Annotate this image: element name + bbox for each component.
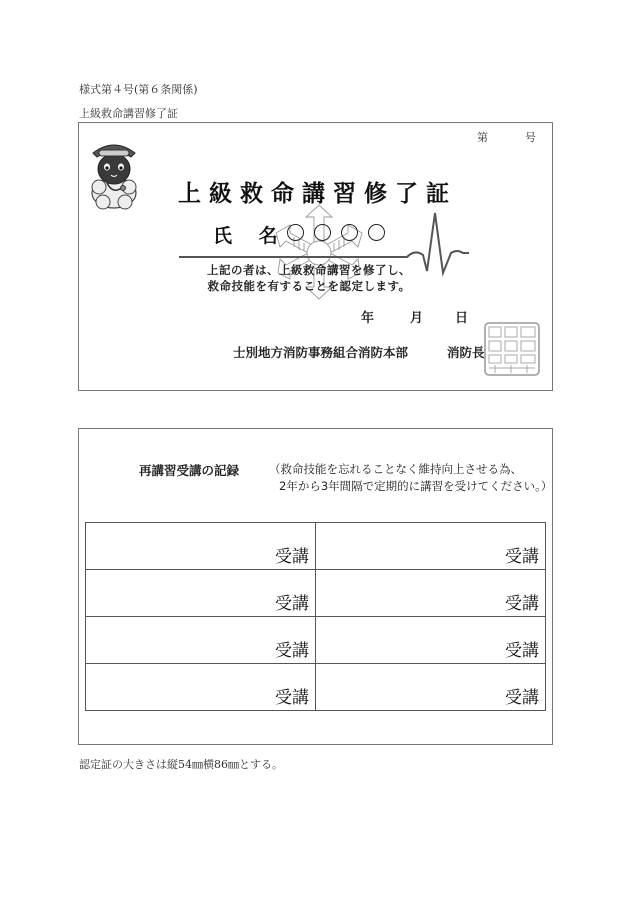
retraining-record-card [78, 428, 553, 745]
name-label: 氏 名 [213, 225, 288, 247]
date-month: 月 [410, 311, 424, 326]
certificate-card [78, 122, 553, 391]
date-day: 日 [455, 311, 469, 326]
official-seal-icon [483, 321, 541, 377]
table-row [86, 664, 546, 711]
issuer-name: 士別地方消防事務組合消防本部 [233, 345, 409, 360]
issuer-title: 消防長 [447, 345, 485, 360]
record-cell[interactable]: 受講 [86, 570, 316, 617]
record-title: 再講習受講の記録 [139, 463, 240, 478]
record-cell[interactable]: 受講 [86, 617, 316, 664]
record-cell[interactable]: 受講 [316, 523, 546, 570]
date-year: 年 [361, 311, 375, 326]
certificate-body-line1: 上記の者は、上級救命講習を修了し、 [207, 263, 411, 277]
table-row [86, 523, 546, 570]
record-cell[interactable]: 受講 [316, 664, 546, 711]
certificate-number-prefix: 第 [477, 131, 488, 144]
record-table [85, 522, 546, 711]
record-note-line1: （救命技能を忘れることなく維持向上させる為、 [269, 462, 522, 476]
certificate-body-line2: 救命技能を有することを認定します。 [207, 279, 411, 293]
table-row [86, 570, 546, 617]
form-label: 様式第４号(第６条関係) [79, 83, 198, 96]
section-title: 上級救命講習修了証 [79, 107, 178, 120]
record-cell[interactable]: 受講 [316, 570, 546, 617]
record-cell[interactable]: 受講 [86, 664, 316, 711]
record-cell[interactable]: 受講 [316, 617, 546, 664]
record-cell[interactable]: 受講 [86, 523, 316, 570]
table-row [86, 617, 546, 664]
record-note-line2: 2年から3年間隔で定期的に講習を受けてください。） [279, 479, 553, 493]
certificate-number-suffix: 号 [525, 131, 536, 144]
footer-note: 認定証の大きさは縦54㎜横86㎜とする。 [79, 758, 283, 771]
certificate-title: 上級救命講習修了証 [178, 181, 457, 207]
mascot-icon [85, 137, 143, 213]
